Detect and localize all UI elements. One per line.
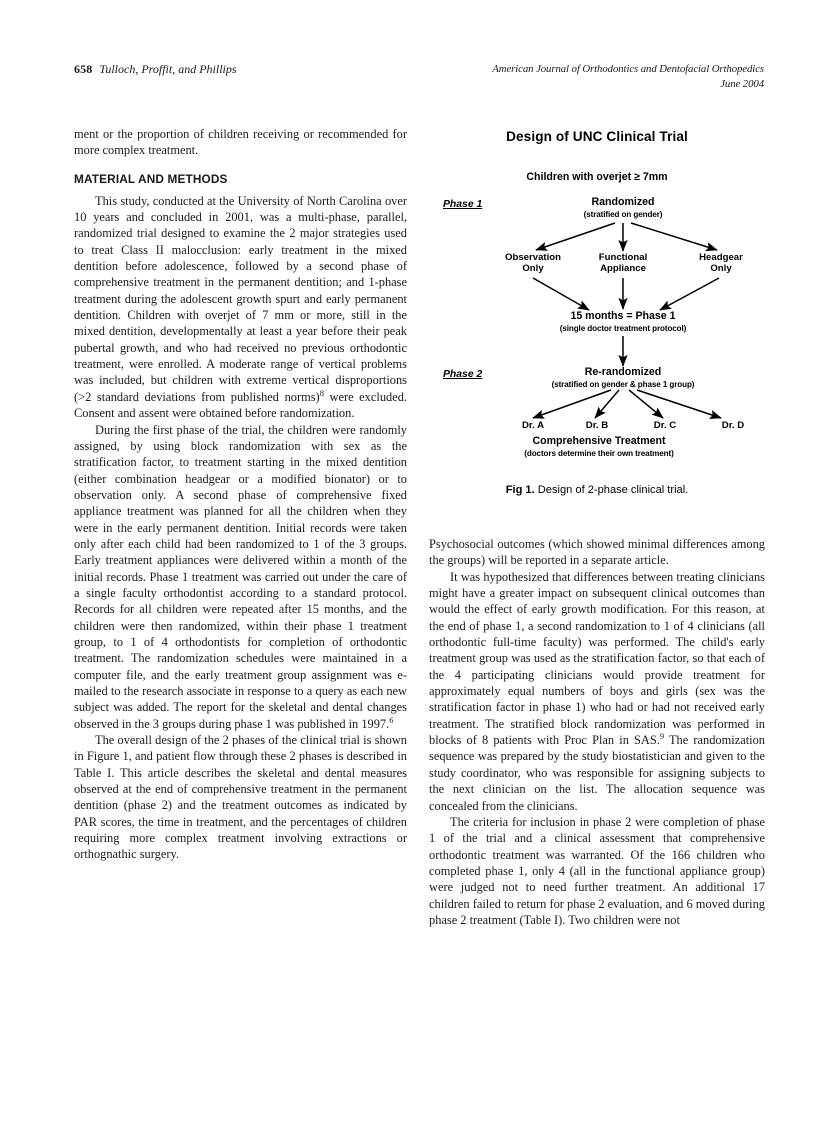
node-doctor-d: Dr. D [721, 420, 745, 431]
paragraph-hypothesis [429, 569, 765, 814]
node-doctor-b: Dr. B [585, 420, 609, 431]
page-folio: 658 [74, 62, 93, 76]
citation-ref-6: 6 [389, 715, 394, 725]
paragraph-randomization-text-a: During the first phase of the trial, the children were randomly assigned, by using block randomization with sex as the stratification factor, to treatment starting in the mixed dentition (either combination headgear or a modified bionator) or to observation only. A second phase of comprehensive fixed appliance treatment was planned for all the children when they were in the early permanent dentition. Initial records were taken only after each child had been randomized to 1 of the 3 groups. Early treatment appliances were delivered within a month of the initial records. Phase 1 treatment was carried out under the care of a single faculty orthodontist according to a standard protocol. Records for all children were repeated after 15 months, and the children were then randomized, within their phase 1 treatment group, to 1 of 4 orthodontists for completion of orthodontic treatment. The randomization schedules were maintained in a computer file, and the early treatment group assignment was e-mailed to the research associate in response to a query as each new subject was added. The report for the skeletal and dental changes observed in the 3 groups during phase 1 was published in 1997. [74, 422, 407, 731]
running-head-authors: Tulloch, Proffit, and Phillips [99, 62, 237, 76]
paragraph-hypothesis-text-b: The randomization sequence was prepared by the study biostatistician and given to the study coordinator, who was responsible for assigning subjects to the next clinician on the list. The allocation sequence was concealed from the clinicians. [429, 733, 765, 813]
journal-title: American Journal of Orthodontics and Dentofacial Orthopedics [492, 63, 764, 75]
phase-1-label: Phase 1 [443, 199, 483, 210]
left-column [74, 126, 407, 863]
node-functional-appliance: Functional Appliance [598, 252, 648, 274]
paragraph-inclusion-criteria: The criteria for inclusion in phase 2 were completion of phase 1 of the trial and a clinical assessment that comprehensive orthodontic treatment was warranted. Of the 166 children who completed phase 1, only 4 (all in the functional appliance group) were judged not to need further treatment. An additional 17 children failed to return for phase 2 evaluation, and 6 moved during phase 2 treatment (Table I). Two children were not [429, 814, 765, 927]
paragraph-psychosocial-outcomes: Psychosocial outcomes (which showed minimal differences among the groups) will be reported in a separate article. [429, 537, 765, 568]
figure-title: Design of UNC Clinical Trial [506, 129, 688, 144]
right-column [429, 536, 765, 928]
node-re-randomized: Re-randomized (stratified on gender & phase 1 group) [551, 366, 695, 389]
node-randomized: Randomized (stratified on gender) [583, 196, 663, 219]
node-comprehensive-treatment: Comprehensive Treatment (doctors determine their own treatment) [524, 435, 674, 458]
node-doctor-c: Dr. C [653, 420, 677, 431]
journal-issue: June 2004 [720, 77, 764, 90]
node-phase-1-duration: 15 months = Phase 1 (single doctor treatment protocol) [559, 310, 687, 333]
paragraph-study-design-text-a: This study, conducted at the University of North Carolina over 10 years and concluded in 2001, was a multi-phase, parallel, randomized trial designed to examine the 2 major strategies used to treat Class II malocclusion: early treatment in the mixed dentition before adolescence, followed by a second phase of comprehensive treatment in the permanent dentition; and 1-phase treatment during the adolescent growth spurt and early permanent dentition. Children with overjet of 7 mm or more, still in the mixed dentition, developmentally at least a year before their peak pubertal growth, and who had received no previous orthodontic treatment, were enrolled. A moderate range of vertical problems was included, but children with extreme vertical disproportions (>2 standard deviations from published norms) [74, 193, 407, 404]
paragraph-randomization [74, 422, 407, 733]
phase-2-label: Phase 2 [443, 369, 483, 380]
citation-ref-9: 9 [659, 732, 665, 741]
paragraph-overall-design: The overall design of the 2 phases of the clinical trial is shown in Figure 1, and patient flow through these 2 phases is described in Table I. This article describes the skeletal and dental measures observed at the end of comprehensive treatment in the permanent dentition (phase 2) and the treatment outcomes as indicated by PAR scores, the time in treatment, and the percentages of children requiring more complex treatment involving extractions or orthognathic surgery. [74, 733, 407, 862]
running-head-left [74, 62, 237, 77]
figure-1 [429, 126, 765, 516]
paragraph-study-design-text-b: were excluded. Consent and assent were obtained before randomization. [74, 389, 408, 421]
running-head-right [492, 62, 764, 91]
figure-caption-label: Fig 1. [505, 484, 535, 496]
node-observation-only: Observation Only [505, 252, 561, 274]
paragraph-study-design [74, 193, 407, 422]
node-inclusion-criteria: Children with overjet ≥ 7mm [526, 171, 668, 183]
section-heading-material-and-methods: MATERIAL AND METHODS [74, 171, 228, 186]
node-headgear-only: Headgear Only [699, 252, 743, 274]
running-head [74, 62, 764, 96]
node-doctor-a: Dr. A [521, 420, 545, 431]
figure-caption [429, 484, 765, 496]
paragraph-continued: ment or the proportion of children receiving or recommended for more complex treatment. [74, 127, 407, 158]
citation-ref-8: 8 [319, 388, 324, 398]
paragraph-hypothesis-text-a: It was hypothesized that differences between treating clinicians might have a greater impact on subsequent clinical outcomes than would the effect of early growth modification. For this reason, at the end of phase 1, a second randomization to 1 of 4 clinicians (all orthodontic full-time faculty) was performed. The child's early treatment group was used as the stratification factor, so that each of the 4 participating clinicians would provide treatment for approximately equal numbers of boys and girls (sex was the stratification factor in phase 1) who had or had not received early treatment. The stratified block randomization was performed in blocks of 8 patients with Proc Plan in SAS. [429, 569, 765, 748]
figure-caption-text: Design of 2-phase clinical trial. [537, 484, 689, 496]
